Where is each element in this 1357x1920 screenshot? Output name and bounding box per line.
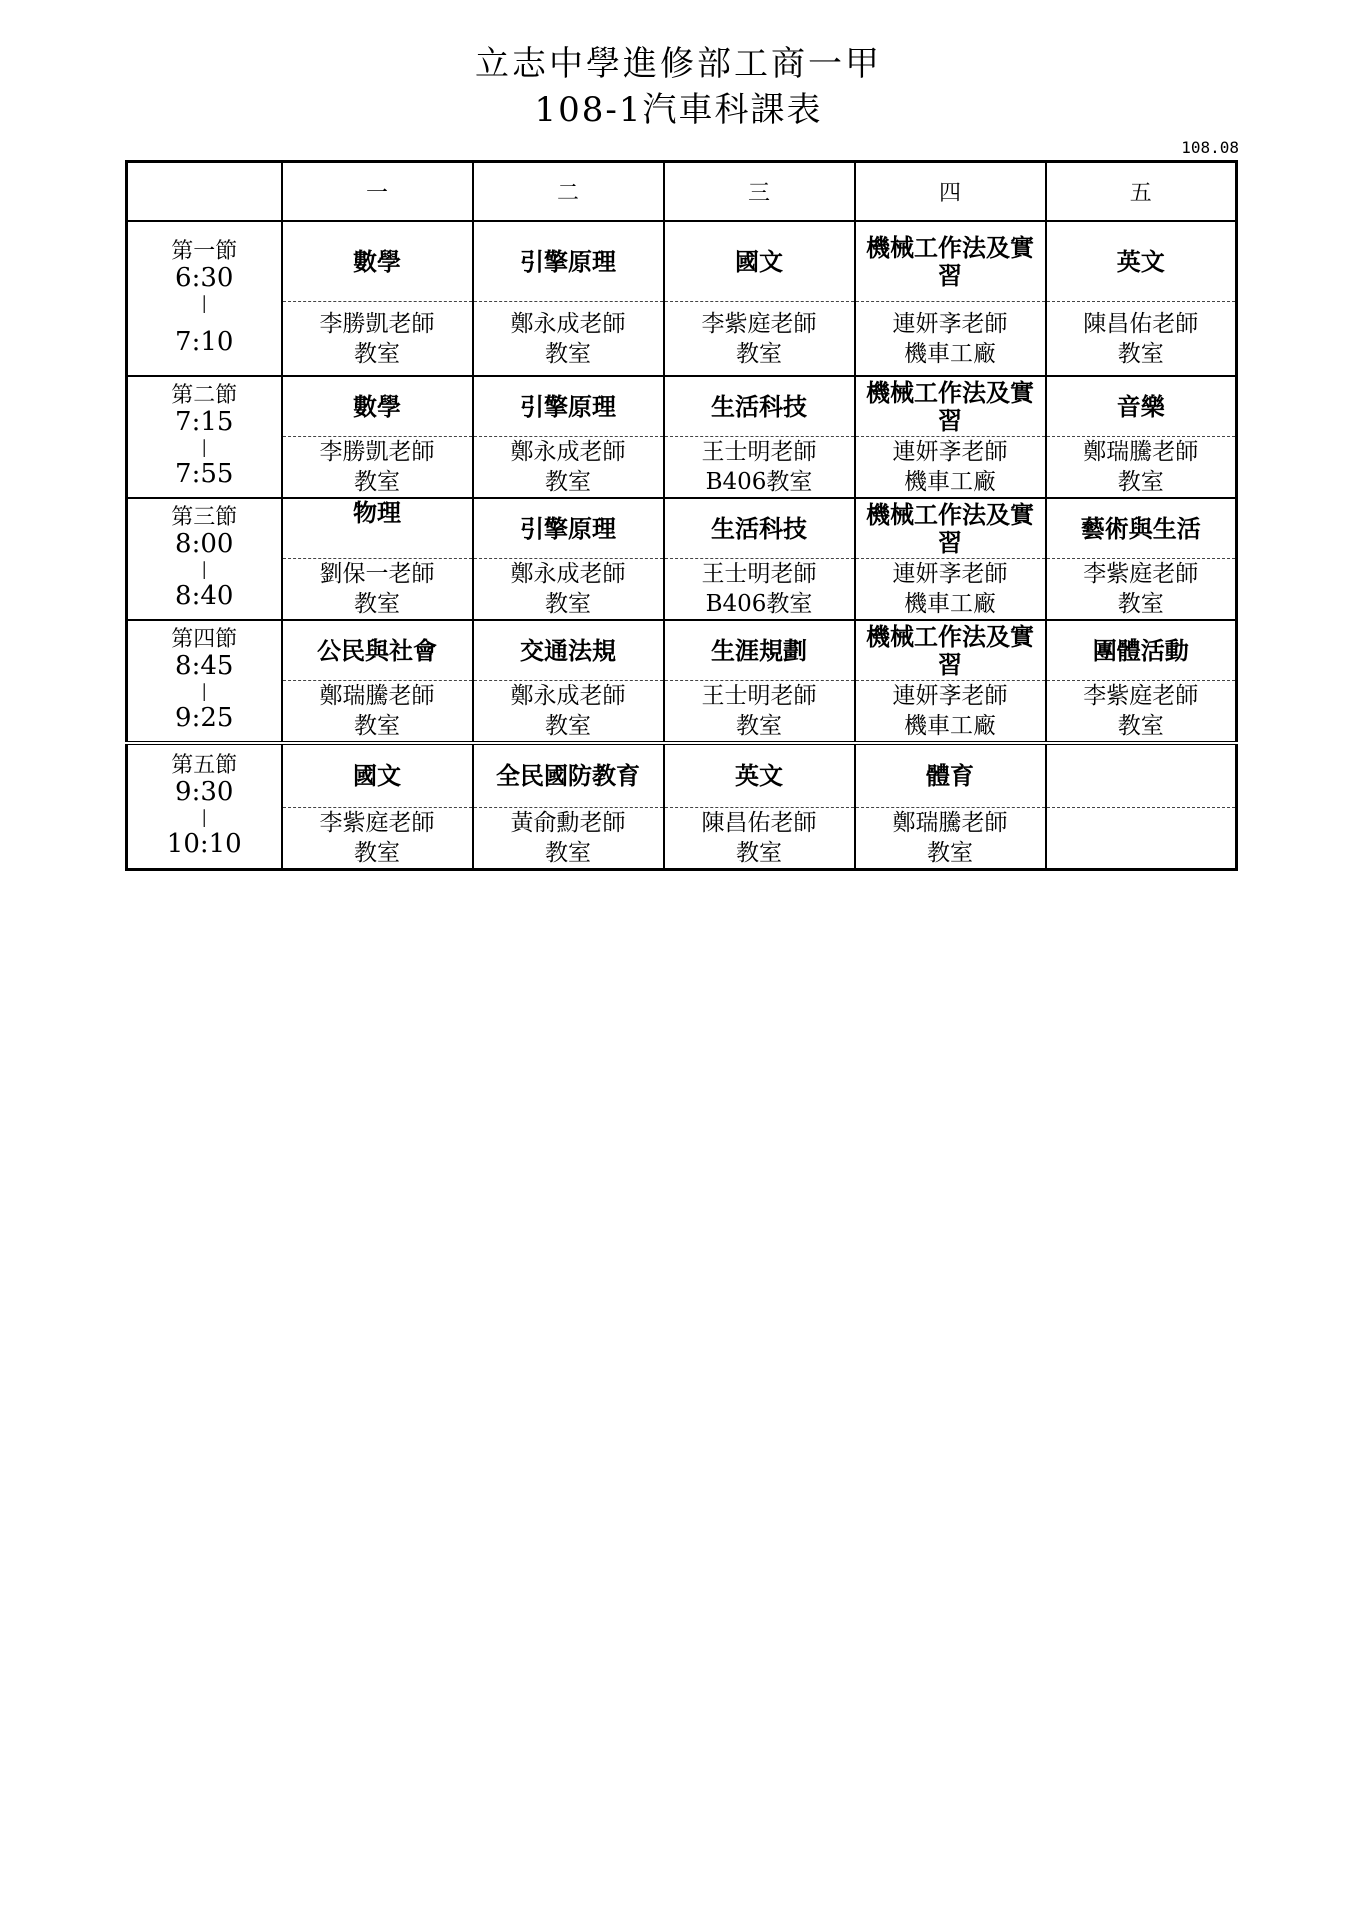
room-name: 機車工廠 (904, 469, 996, 495)
teacher-name: 李紫庭老師 (1083, 561, 1199, 587)
room-name: 教室 (545, 713, 591, 739)
info-cell (282, 681, 473, 744)
info-cell (664, 808, 855, 870)
document-subtitle: 108-1汽車科課表 (534, 90, 823, 130)
room-name: 教室 (1117, 713, 1164, 739)
room-name: 教室 (354, 840, 400, 866)
room-name: 教室 (354, 469, 400, 495)
info-cell (473, 681, 664, 744)
teacher-name: 鄭永成老師 (510, 439, 626, 465)
period-time-separator: | (201, 806, 208, 828)
info-cell (855, 808, 1046, 870)
period-info-row (127, 681, 1237, 744)
subject-cell: 數學 (282, 376, 473, 437)
info-cell (473, 437, 664, 499)
teacher-name: 王士明老師 (701, 683, 817, 709)
timetable (125, 160, 1238, 871)
room-name: B406教室 (705, 591, 813, 617)
teacher-name: 劉保一老師 (319, 561, 435, 587)
info-cell (855, 681, 1046, 744)
day-header: 二 (473, 162, 664, 222)
period-name: 第二節 (171, 383, 238, 408)
period-time-separator: | (201, 292, 208, 314)
subject-cell: 引擎原理 (473, 376, 664, 437)
document-title: 立志中學進修部工商一甲 (475, 44, 882, 84)
period-subject-row (127, 743, 1237, 808)
info-cell (282, 559, 473, 621)
room-name: 教室 (545, 591, 591, 617)
day-header: 五 (1046, 162, 1237, 222)
corner-cell (127, 162, 282, 222)
period-info-row (127, 559, 1237, 621)
subject-cell: 引擎原理 (473, 498, 664, 559)
info-cell (473, 808, 664, 870)
subject-cell: 英文 (664, 743, 855, 808)
period-start-time: 8:45 (175, 651, 234, 681)
period-cell (127, 498, 282, 620)
room-name: 教室 (1117, 469, 1164, 495)
teacher-name: 黃俞勳老師 (510, 810, 626, 836)
subject-cell: 生活科技 (664, 376, 855, 437)
period-time-separator: | (201, 681, 208, 702)
info-cell (282, 437, 473, 499)
period-end-time: 10:10 (166, 828, 242, 859)
period-subject-row (127, 221, 1237, 302)
info-cell (855, 302, 1046, 377)
period-start-time: 9:30 (175, 776, 234, 807)
info-cell (1046, 681, 1237, 744)
info-cell (664, 302, 855, 377)
subject-cell: 國文 (664, 221, 855, 302)
subject-cell: 機械工作法及實習 (855, 620, 1046, 681)
day-header: 三 (664, 162, 855, 222)
day-header: 一 (282, 162, 473, 222)
info-cell (1046, 808, 1237, 870)
room-name: 機車工廠 (904, 591, 996, 617)
period-cell (127, 376, 282, 498)
room-name: 教室 (1117, 340, 1164, 367)
room-name: 教室 (545, 840, 591, 866)
period-end-time: 9:25 (175, 703, 234, 733)
period-end-time: 8:40 (175, 581, 234, 611)
period-name: 第四節 (171, 627, 238, 652)
teacher-name: 鄭永成老師 (510, 683, 626, 709)
room-name: 教室 (736, 840, 782, 866)
room-name: 教室 (354, 713, 400, 739)
subject-cell: 機械工作法及實習 (855, 498, 1046, 559)
period-name: 第三節 (171, 505, 238, 530)
period-end-time: 7:55 (175, 459, 234, 489)
subject-cell: 公民與社會 (282, 620, 473, 681)
teacher-name: 鄭瑞騰老師 (319, 683, 435, 709)
info-cell (664, 681, 855, 744)
teacher-name: 王士明老師 (701, 439, 817, 465)
teacher-name: 李紫庭老師 (319, 810, 435, 836)
subject-cell: 機械工作法及實習 (855, 376, 1046, 437)
info-cell (473, 559, 664, 621)
document-date: 108.08 (1181, 138, 1239, 157)
subject-cell: 引擎原理 (473, 221, 664, 302)
period-start-time: 6:30 (175, 262, 234, 293)
teacher-name: 鄭瑞騰老師 (892, 810, 1008, 836)
info-cell (473, 302, 664, 377)
room-name: 教室 (736, 713, 782, 739)
subject-cell: 生活科技 (664, 498, 855, 559)
teacher-name: 連妍斈老師 (892, 561, 1008, 587)
info-cell (664, 437, 855, 499)
period-start-time: 8:00 (175, 529, 234, 559)
teacher-name: 李勝凱老師 (319, 439, 435, 465)
teacher-name: 連妍斈老師 (892, 683, 1008, 709)
info-cell (855, 559, 1046, 621)
room-name: 教室 (545, 469, 591, 495)
teacher-name: 鄭永成老師 (510, 310, 626, 337)
teacher-name: 鄭瑞騰老師 (1083, 439, 1199, 465)
subject-cell: 數學 (282, 221, 473, 302)
period-name: 第五節 (171, 752, 238, 778)
room-name: B406教室 (705, 469, 813, 495)
teacher-name: 陳昌佑老師 (701, 810, 817, 836)
room-name: 教室 (1117, 591, 1164, 617)
subject-cell: 國文 (282, 743, 473, 808)
period-subject-row (127, 620, 1237, 681)
subject-cell: 生涯規劃 (664, 620, 855, 681)
period-cell (127, 743, 282, 870)
period-info-row (127, 808, 1237, 870)
room-name: 教室 (736, 340, 782, 367)
period-time-separator: | (201, 437, 208, 458)
day-header-row (127, 162, 1237, 222)
room-name: 教室 (354, 340, 400, 367)
period-end-time: 7:10 (175, 326, 234, 357)
info-cell (664, 559, 855, 621)
info-cell (282, 808, 473, 870)
room-name: 機車工廠 (904, 340, 996, 367)
info-cell (1046, 559, 1237, 621)
teacher-name: 李紫庭老師 (701, 310, 817, 337)
teacher-name: 連妍斈老師 (892, 439, 1008, 465)
period-cell (127, 620, 282, 743)
period-name: 第一節 (171, 238, 238, 264)
subject-cell: 全民國防教育 (473, 743, 664, 808)
subject-cell: 機械工作法及實習 (855, 221, 1046, 302)
period-cell (127, 221, 282, 376)
subject-cell (1046, 743, 1237, 808)
day-header: 四 (855, 162, 1046, 222)
subject-cell: 英文 (1046, 221, 1237, 302)
room-name: 機車工廠 (904, 713, 996, 739)
period-time-separator: | (201, 559, 208, 580)
teacher-name: 李紫庭老師 (1083, 683, 1199, 709)
subject-cell: 藝術與生活 (1046, 498, 1237, 559)
teacher-name: 陳昌佑老師 (1083, 310, 1199, 337)
info-cell (1046, 437, 1237, 499)
period-subject-row (127, 498, 1237, 559)
room-name: 教室 (354, 591, 400, 617)
subject-cell: 音樂 (1046, 376, 1237, 437)
teacher-name: 鄭永成老師 (510, 561, 626, 587)
subject-cell: 交通法規 (473, 620, 664, 681)
period-start-time: 7:15 (175, 407, 234, 437)
room-name: 教室 (545, 340, 591, 367)
info-cell (855, 437, 1046, 499)
teacher-name: 王士明老師 (701, 561, 817, 587)
period-info-row (127, 302, 1237, 377)
period-subject-row (127, 376, 1237, 437)
period-info-row (127, 437, 1237, 499)
subject-cell: 體育 (855, 743, 1046, 808)
info-cell (1046, 302, 1237, 377)
info-cell (282, 302, 473, 377)
room-name: 教室 (927, 840, 973, 866)
teacher-name: 李勝凱老師 (319, 310, 435, 337)
teacher-name: 連妍斈老師 (892, 310, 1008, 337)
subject-cell: 物理 (282, 498, 473, 559)
subject-cell: 團體活動 (1046, 620, 1237, 681)
